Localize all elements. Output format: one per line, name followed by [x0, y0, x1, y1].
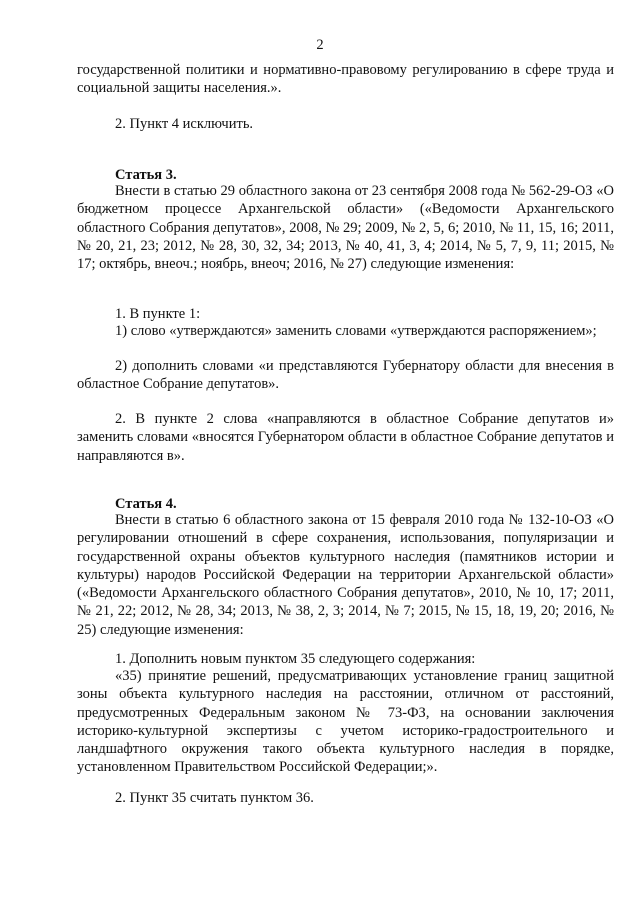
- article-3-item-1-sub-1: 1) слово «утверждаются» заменить словами «утверждаются распоряжением»;: [115, 323, 597, 339]
- paragraph-continuation: государственной политики и нормативно-правовому регулированию в сфере труда и социальной защиты населения.».: [77, 62, 614, 97]
- article-3-heading: Статья 3.: [115, 166, 177, 183]
- article-3-item-1-sub-2: 2) дополнить словами «и представляются Губернатору области для внесения в областное Собрание депутатов».: [77, 358, 614, 393]
- article-4-item-1-quote: «35) принятие решений, предусматривающих установление границ защитной зоны объекта культурного наследия на расстоянии, отличном от расстояний, предусмотренных Федеральным законом № 73-ФЗ, на основании заключения историко-культурной экспертизы с учетом историко-градостроительного и ландшафтного окружения такого объекта культурного наследия в порядке, установленном Правительством Российской Федерации;».: [77, 668, 614, 776]
- article-4-heading: Статья 4.: [115, 495, 177, 512]
- article-3-item-2: 2. В пункте 2 слова «направляются в областное Собрание депутатов и» заменить словами «вносятся Губернатором области в областное Собрание депутатов и направляются в».: [77, 411, 614, 464]
- article-4-intro: Внести в статью 6 областного закона от 15 февраля 2010 года № 132-10-ОЗ «О регулировании отношений в сфере сохранения, использования, популяризации и государственной охраны объектов культурного наследия (памятников истории и культуры) народов Российской Федерации на территории Архангельской области» («Ведомости Архангельского областного Собрания депутатов», 2010, № 10, 17; 2011, № 21, 22; 2012, № 28, 34; 2013, № 38, 2, 3; 2014, № 7; 2015, № 15, 18, 19, 20; 2016, № 25) следующие изменения:: [77, 512, 614, 638]
- page-number: 2: [316, 37, 324, 53]
- article-4-item-2: 2. Пункт 35 считать пунктом 36.: [115, 790, 314, 806]
- article-3-item-1: 1. В пункте 1:: [115, 306, 201, 322]
- article-4-item-1: 1. Дополнить новым пунктом 35 следующего содержания:: [115, 651, 476, 667]
- article-3-intro: Внести в статью 29 областного закона от 23 сентября 2008 года № 562-29-ОЗ «О бюджетном процессе Архангельской области» («Ведомости Архангельского областного Собрания депутатов», 2008, № 29; 2009, № 2, 5, 6; 2010, № 11, 15, 16; 2011, № 20, 21, 23; 2012, № 28, 30, 32, 34; 2013, № 40, 41, 3, 4; 2014, № 5, 7, 9, 11; 2015, № 17; октябрь, внеоч.; ноябрь, внеоч; 2016, № 27) следующие изменения:: [77, 183, 614, 273]
- paragraph-item-2-exclude: 2. Пункт 4 исключить.: [115, 116, 254, 132]
